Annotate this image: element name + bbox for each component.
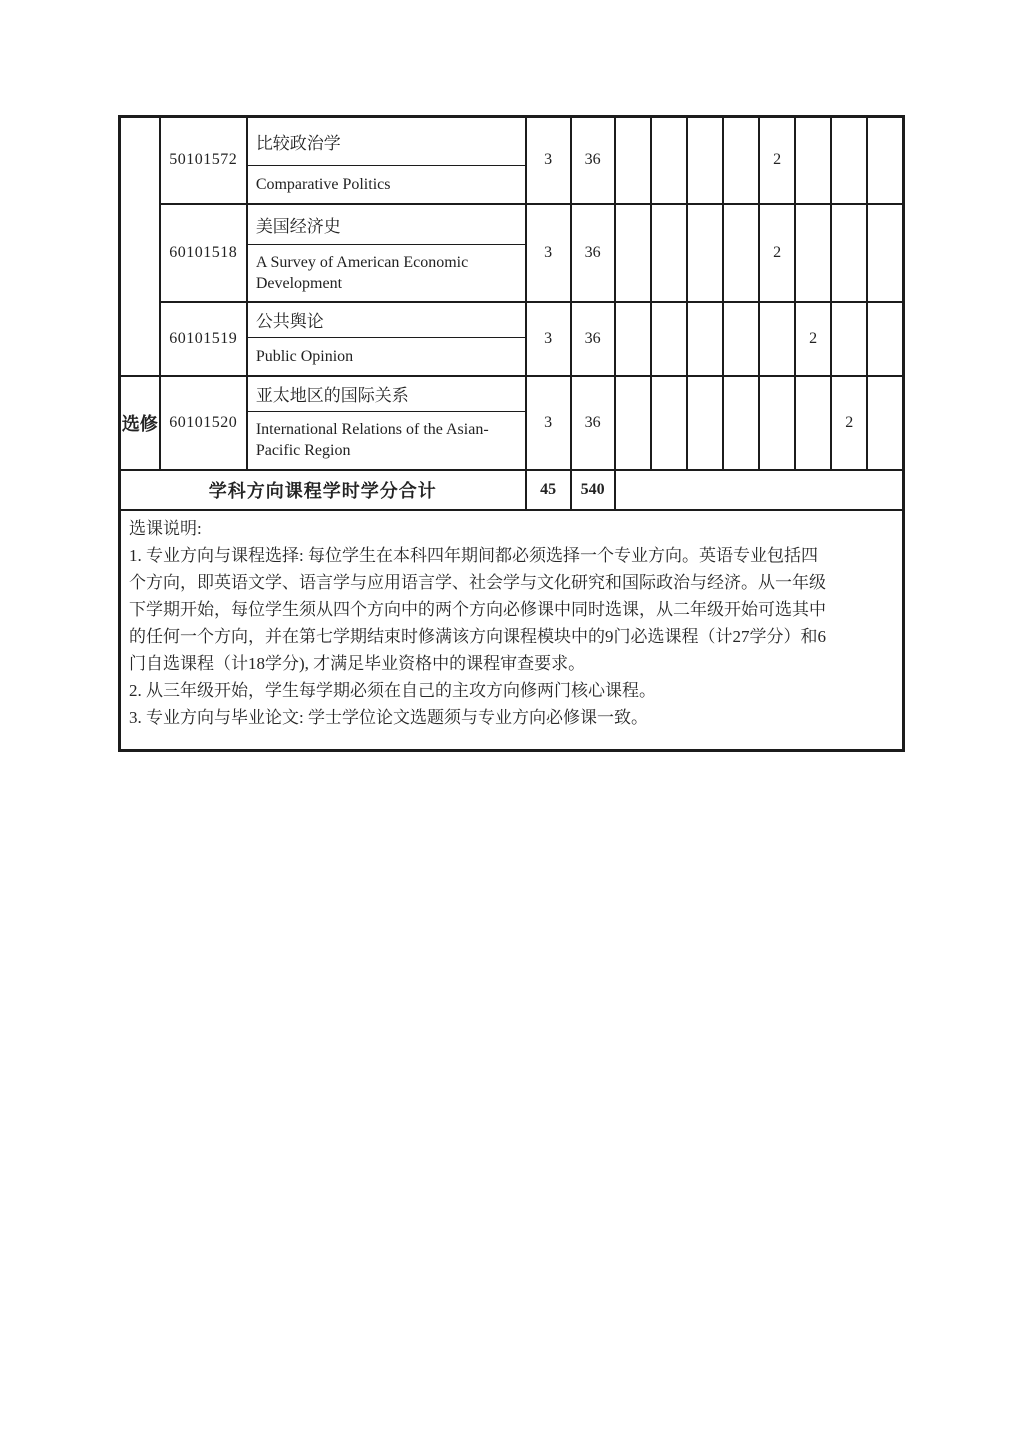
semester-cell-2 xyxy=(651,376,687,470)
hours-cell: 36 xyxy=(571,302,615,376)
course-name-en: A Survey of American Economic Development xyxy=(247,245,526,302)
category-cell-elective: 选修 xyxy=(120,376,160,470)
course-code: 60101520 xyxy=(160,376,247,470)
credits-cell: 3 xyxy=(526,204,571,302)
semester-cell-6 xyxy=(795,376,831,470)
total-semester-span-empty xyxy=(615,470,904,510)
hours-cell: 36 xyxy=(571,117,615,204)
semester-cell-7 xyxy=(831,302,867,376)
total-hours: 540 xyxy=(571,470,615,510)
note-line: 2. 从三年级开始，学生每学期必须在自己的主攻方向修两门核心课程。 xyxy=(129,680,656,700)
note-line: 门自选课程（计18学分), 才满足毕业资格中的课程审查要求。 xyxy=(129,653,586,673)
total-row xyxy=(120,470,904,510)
course-name-zh: 比较政治学 xyxy=(247,117,526,166)
course-name-zh: 亚太地区的国际关系 xyxy=(247,376,526,412)
course-table xyxy=(118,115,905,752)
semester-cell-3 xyxy=(687,302,723,376)
semester-cell-2 xyxy=(651,117,687,204)
semester-cell-4 xyxy=(723,302,759,376)
semester-cell-3 xyxy=(687,376,723,470)
semester-cell-1 xyxy=(615,204,651,302)
note-line: 1. 专业方向与课程选择: 每位学生在本科四年期间都必须选择一个专业方向。英语专业包括四 xyxy=(129,545,818,565)
document-page xyxy=(118,115,905,752)
course-name-zh: 公共舆论 xyxy=(247,302,526,338)
note-line: 个方向，即英语文学、语言学与应用语言学、社会学与文化研究和国际政治与经济。从一年级 xyxy=(129,572,826,592)
semester-cell-7 xyxy=(831,117,867,204)
total-label: 学科方向课程学时学分合计 xyxy=(120,470,526,510)
course-code: 60101518 xyxy=(160,204,247,302)
semester-cell-5 xyxy=(759,302,795,376)
semester-cell-6 xyxy=(795,117,831,204)
note-line: 3. 专业方向与毕业论文: 学士学位论文选题须与专业方向必修课一致。 xyxy=(129,707,648,727)
semester-cell-1 xyxy=(615,376,651,470)
course-code: 60101519 xyxy=(160,302,247,376)
table-row xyxy=(120,302,904,338)
semester-cell-5: 2 xyxy=(759,117,795,204)
hours-cell: 36 xyxy=(571,376,615,470)
notes-row xyxy=(120,510,904,751)
semester-cell-3 xyxy=(687,204,723,302)
note-line: 选课说明: xyxy=(129,518,202,538)
credits-cell: 3 xyxy=(526,376,571,470)
semester-cell-1 xyxy=(615,302,651,376)
semester-cell-5 xyxy=(759,376,795,470)
semester-cell-3 xyxy=(687,117,723,204)
table-row xyxy=(120,117,904,166)
semester-cell-8 xyxy=(867,204,903,302)
semester-cell-8 xyxy=(867,302,903,376)
semester-cell-4 xyxy=(723,204,759,302)
course-name-en: Public Opinion xyxy=(247,338,526,376)
category-cell-empty xyxy=(120,117,160,376)
note-line: 的任何一个方向，并在第七学期结束时修满该方向课程模块中的9门必选课程（计27学分）和6 xyxy=(129,626,826,646)
credits-cell: 3 xyxy=(526,302,571,376)
semester-cell-5: 2 xyxy=(759,204,795,302)
total-credits: 45 xyxy=(526,470,571,510)
course-name-en: Comparative Politics xyxy=(247,166,526,204)
course-code: 50101572 xyxy=(160,117,247,204)
semester-cell-8 xyxy=(867,117,903,204)
semester-cell-6: 2 xyxy=(795,302,831,376)
semester-cell-4 xyxy=(723,376,759,470)
table-row xyxy=(120,376,904,412)
hours-cell: 36 xyxy=(571,204,615,302)
semester-cell-2 xyxy=(651,302,687,376)
credits-cell: 3 xyxy=(526,117,571,204)
semester-cell-2 xyxy=(651,204,687,302)
note-line: 下学期开始，每位学生须从四个方向中的两个方向必修课中同时选课，从二年级开始可选其中 xyxy=(129,599,826,619)
table-row xyxy=(120,204,904,245)
semester-cell-6 xyxy=(795,204,831,302)
course-name-zh: 美国经济史 xyxy=(247,204,526,245)
semester-cell-7: 2 xyxy=(831,376,867,470)
notes-box xyxy=(120,510,904,751)
semester-cell-8 xyxy=(867,376,903,470)
course-name-en: International Relations of the Asian-Pacific Region xyxy=(247,412,526,470)
semester-cell-7 xyxy=(831,204,867,302)
semester-cell-4 xyxy=(723,117,759,204)
semester-cell-1 xyxy=(615,117,651,204)
